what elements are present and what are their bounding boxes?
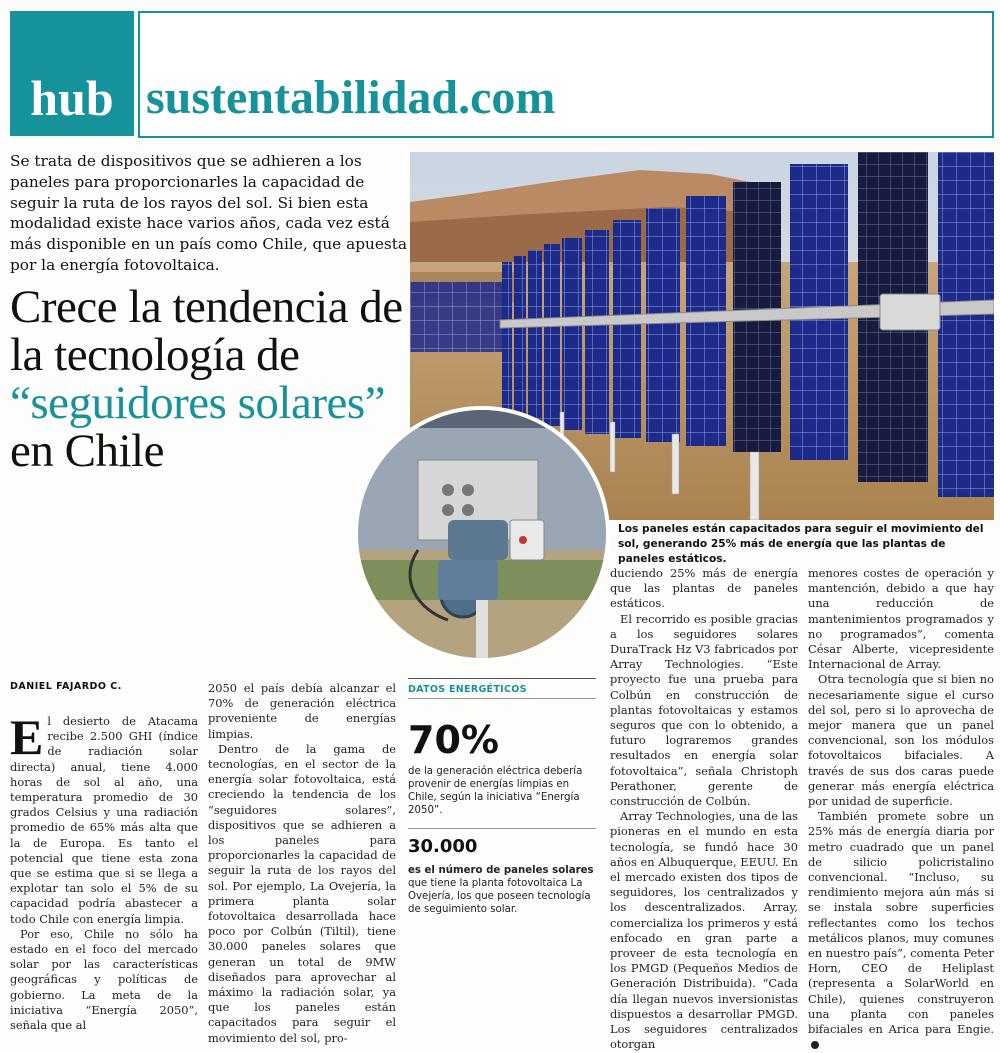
drop-cap: E <box>10 709 44 765</box>
stat-value-panels: 30.000 <box>408 836 478 857</box>
title-part-2: en Chile <box>10 425 164 477</box>
datos-top-rule <box>408 678 596 679</box>
body-paragraph: El desierto de Atacama recibe 2.500 GHI (índice de radiación solar directa) anual, tiene 4.000 horas de sol al año, una temperatura promedio de 30 grados Celsius y una radiación promedio de 65% más alta que la de Europa. Es tanto el potencial que tiene esta zona que se estima que si se llega a explotar tan solo el 5% de su capacidad podría abastecer a todo Chile con energía limpia. <box>10 709 198 926</box>
datos-rule <box>408 698 596 699</box>
datos-heading: DATOS ENERGÉTICOS <box>408 684 527 695</box>
tracker-motor-inset-photo <box>354 406 610 662</box>
byline: DANIEL FAJARDO C. <box>10 681 122 692</box>
lead-paragraph: Se trata de dispositivos que se adhieren a los paneles para proporcionarles la capacidad de seguir la ruta de los rayos del sol. Si bien esta modalidad existe hace varios años, cada vez está más disponible en un país como Chile, que apuesta por la energía fotovoltaica. <box>10 152 408 274</box>
title-part-1: Crece la tendencia de la tecnología de <box>10 281 403 381</box>
title-highlight: “seguidores solares” <box>10 377 385 429</box>
body-paragraph: Por eso, Chile no sólo ha estado en el foco del mercado solar por las características geográficas y políticas de gobierno. La meta de la iniciativa “Energía 2050”, señala que al <box>10 926 198 1033</box>
photo-caption: Los paneles están capacitados para seguir el movimiento del sol, generando 25% más de energía que las plantas de paneles estáticos. <box>618 523 984 565</box>
body-paragraph: Dentro de la gama de tecnologías, en el sector de la energía solar fotovoltaica, está creciendo la tendencia de los “seguidores solares”, dispositivos que se adhieren a los paneles para proporcionarles la capacidad de seguir la ruta de los rayos del sol. Por ejemplo, La Ovejería, la primera planta solar fotovoltaica desarrollada hace poco por Colbún (Tiltil), tiene 30.000 paneles solares que generan un total de 9MW diseñados para aprovechar al máximo la radiación solar, ya que los paneles están capacitados para seguir el movimiento del sol, pro- <box>208 741 396 1045</box>
body-paragraph: También promete sobre un 25% más de energía diaria por metro cuadrado que un panel de silicio policristalino convencional. “Incluso, su rendimiento mejora aún más si se instala sobre superficies reflectantes como los techos metálicos planos, muy comunes en nuestro país”, comenta Peter Horn, CEO de Heliplast (representa a SolarWorld en Chile), quienes construyeron una planta con paneles bifaciales en Arica para Engie. <box>808 809 994 1052</box>
body-column-2 <box>208 681 396 1046</box>
stat-description: de la generación eléctrica debería provenir de energías limpias en Chile, según la iniciativa “Energía 2050”. <box>408 766 583 816</box>
site-name: sustentabilidad.com <box>146 71 556 124</box>
motor-illustration <box>358 410 606 658</box>
body-column-3 <box>610 566 798 1053</box>
body-paragraph: El recorrido es posible gracias a los seguidores solares DuraTrack Hz V3 fabricados por Array Technologies. “Este proyecto fue una prueba para Colbún en construcción de plantas fotovoltaicas y estamos seguros que con lo obtenido, a futuro lograremos grandes resultados en energía solar fotovoltaica”, señala Christoph Perathoner, gerente de construcción de Colbún. <box>610 611 798 809</box>
datos-rule <box>408 828 596 829</box>
body-paragraph: menores costes de operación y mantención, debido a que hay una reducción de mantenimientos programados y no programados”, comenta César Alberte, vicepresidente Internacional de Array. <box>808 566 994 672</box>
body-paragraph: duciendo 25% más de energía que las plantas de paneles estáticos. <box>610 566 798 611</box>
end-of-article-icon <box>811 1041 819 1049</box>
hub-logo-text: hub <box>30 70 114 126</box>
body-paragraph: Array Technologies, una de las pioneras en el mundo en esta tecnología, se fundó hace 30 años en Albuquerque, EEUU. En el mercado existen dos tipos de seguidores, los centralizados y los descentralizados. Array, comercializa los primeros y está enfocado en gran parte a proveer de esta tecnología en los PMGD (Pequeños Medios de Generación Distribuida). “Cada día llegan nuevos inversionistas dispuestos a desarrollar PMGD. Los seguidores centralizados otorgan <box>610 809 798 1052</box>
stat-description: es el número de paneles solares que tiene la planta fotovoltaica La Ovejería, los que poseen tecnología de seguimiento solar. <box>408 865 594 915</box>
stat-description-bold: es el número de paneles solares <box>408 865 594 876</box>
body-paragraph: 2050 el país debía alcanzar el 70% de generación eléctrica proveniente de energías limpias. <box>208 681 396 741</box>
body-paragraph: Otra tecnología que si bien no necesariamente sigue el curso del sol, pero si lo aprovecha de mejor manera que un panel convencional, son los módulos fotovoltaicos bifaciales. A través de sus dos caras puede generar más energía eléctrica por unidad de superficie. <box>808 672 994 809</box>
article-title <box>10 283 410 475</box>
body-column-4 <box>808 566 994 1053</box>
body-column-1 <box>10 709 198 1033</box>
stat-value-percentage: 70% <box>408 718 499 762</box>
